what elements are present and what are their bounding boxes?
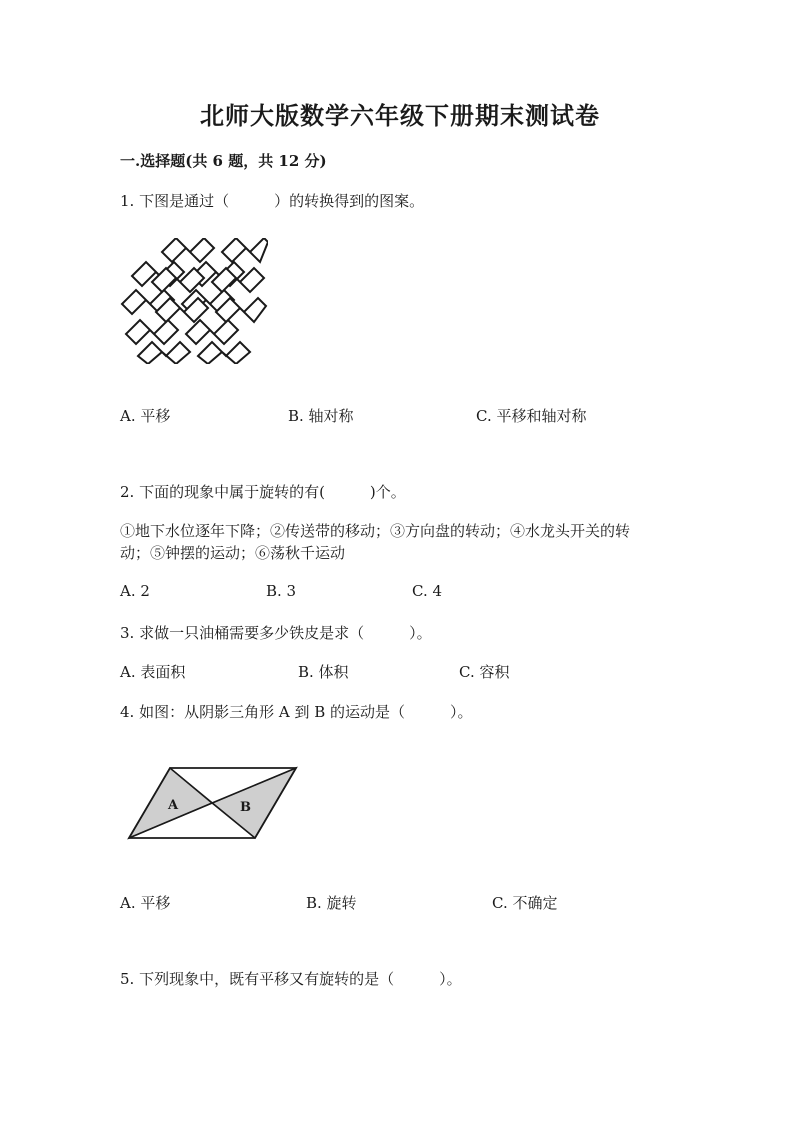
question-2-option-c: C. 4 xyxy=(412,582,443,600)
triangle-b-label: B xyxy=(240,800,251,815)
question-2-detail-line-2: 动；⑤钟摆的运动；⑥荡秋千运动 xyxy=(120,544,346,562)
question-1-option-b: B. 轴对称 xyxy=(288,407,354,425)
question-2-option-a: A. 2 xyxy=(120,582,150,600)
question-3-option-a: A. 表面积 xyxy=(120,663,186,681)
question-1-option-a: A. 平移 xyxy=(120,407,171,425)
triangle-a-label: A xyxy=(168,798,179,813)
question-3-option-b: B. 体积 xyxy=(298,663,349,681)
question-2-detail-line-1: ①地下水位逐年下降；②传送带的移动；③方向盘的转动；④水龙头开关的转 xyxy=(120,522,631,540)
question-1-pattern-figure xyxy=(118,238,268,364)
zigzag-tile xyxy=(162,238,214,262)
question-3-stem: 3. 求做一只油桶需要多少铁皮是求（ ）。 xyxy=(120,624,432,642)
zigzag-tile xyxy=(222,238,268,262)
zigzag-tile xyxy=(186,320,238,344)
question-2-stem: 2. 下面的现象中属于旋转的有( )个。 xyxy=(120,483,406,501)
question-5-stem: 5. 下列现象中，既有平移又有旋转的是（ ）。 xyxy=(120,970,462,988)
question-4-parallelogram-figure xyxy=(126,764,302,844)
question-4-option-b: B. 旋转 xyxy=(306,894,357,912)
zigzag-tile xyxy=(126,320,178,344)
question-2-option-b: B. 3 xyxy=(266,582,297,600)
question-1-option-c: C. 平移和轴对称 xyxy=(476,407,587,425)
question-4-option-c: C. 不确定 xyxy=(492,894,558,912)
page-title: 北师大版数学六年级下册期末测试卷 xyxy=(200,101,600,130)
question-4-stem: 4. 如图：从阴影三角形 A 到 B 的运动是（ ）。 xyxy=(120,703,473,721)
question-1-stem: 1. 下图是通过（ ）的转换得到的图案。 xyxy=(120,192,425,210)
question-3-option-c: C. 容积 xyxy=(459,663,510,681)
triangle-b-shaded xyxy=(212,768,296,838)
question-4-option-a: A. 平移 xyxy=(120,894,171,912)
section-heading: 一.选择题(共 6 题，共 12 分) xyxy=(120,152,327,170)
